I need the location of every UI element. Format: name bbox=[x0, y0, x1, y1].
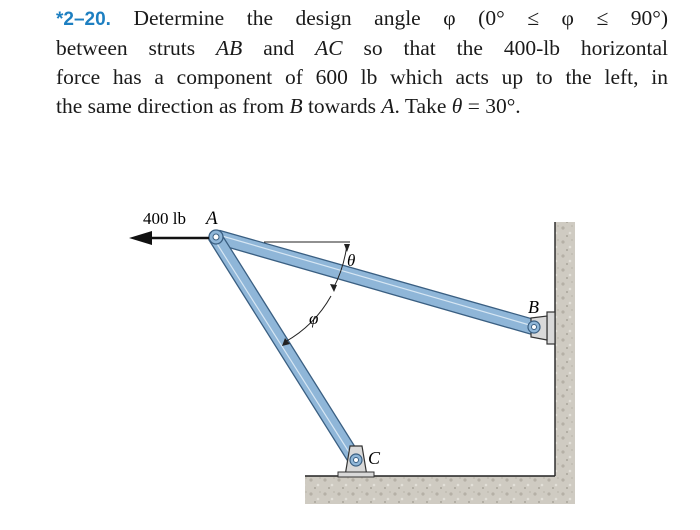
label-b: B bbox=[528, 297, 539, 317]
label-a: A bbox=[206, 208, 218, 229]
pin-a bbox=[209, 230, 223, 244]
problem-text: between struts bbox=[56, 36, 217, 60]
theta-ref: θ bbox=[451, 94, 463, 118]
problem-number: *2–20. bbox=[56, 9, 111, 30]
problem-text: = 30°. bbox=[462, 94, 521, 118]
wall bbox=[555, 222, 575, 504]
phi-label: φ bbox=[309, 309, 319, 328]
ground bbox=[305, 476, 573, 504]
problem-text: so that the 400-lb horizontal bbox=[342, 36, 669, 60]
problem-text: the same direction as from bbox=[56, 94, 290, 118]
label-c: C bbox=[368, 448, 381, 468]
problem-text: and bbox=[242, 36, 316, 60]
strut-ac-ref: AC bbox=[315, 36, 343, 60]
problem-text: . Take bbox=[394, 94, 452, 118]
problem-text: force has a component of 600 lb which acts up to the left, in bbox=[56, 65, 668, 89]
problem-line-1-text: Determine the design angle φ (0° ≤ φ ≤ 90°) bbox=[133, 6, 669, 30]
force-label: 400 lb bbox=[143, 209, 186, 228]
theta-label: θ bbox=[347, 251, 356, 270]
force-arrow bbox=[129, 231, 209, 245]
strut-ab-ref: AB bbox=[216, 36, 243, 60]
problem-text: towards bbox=[302, 94, 382, 118]
phi-annotation bbox=[282, 296, 331, 346]
point-b-ref: B bbox=[289, 94, 303, 118]
point-a-ref: A bbox=[381, 94, 395, 118]
